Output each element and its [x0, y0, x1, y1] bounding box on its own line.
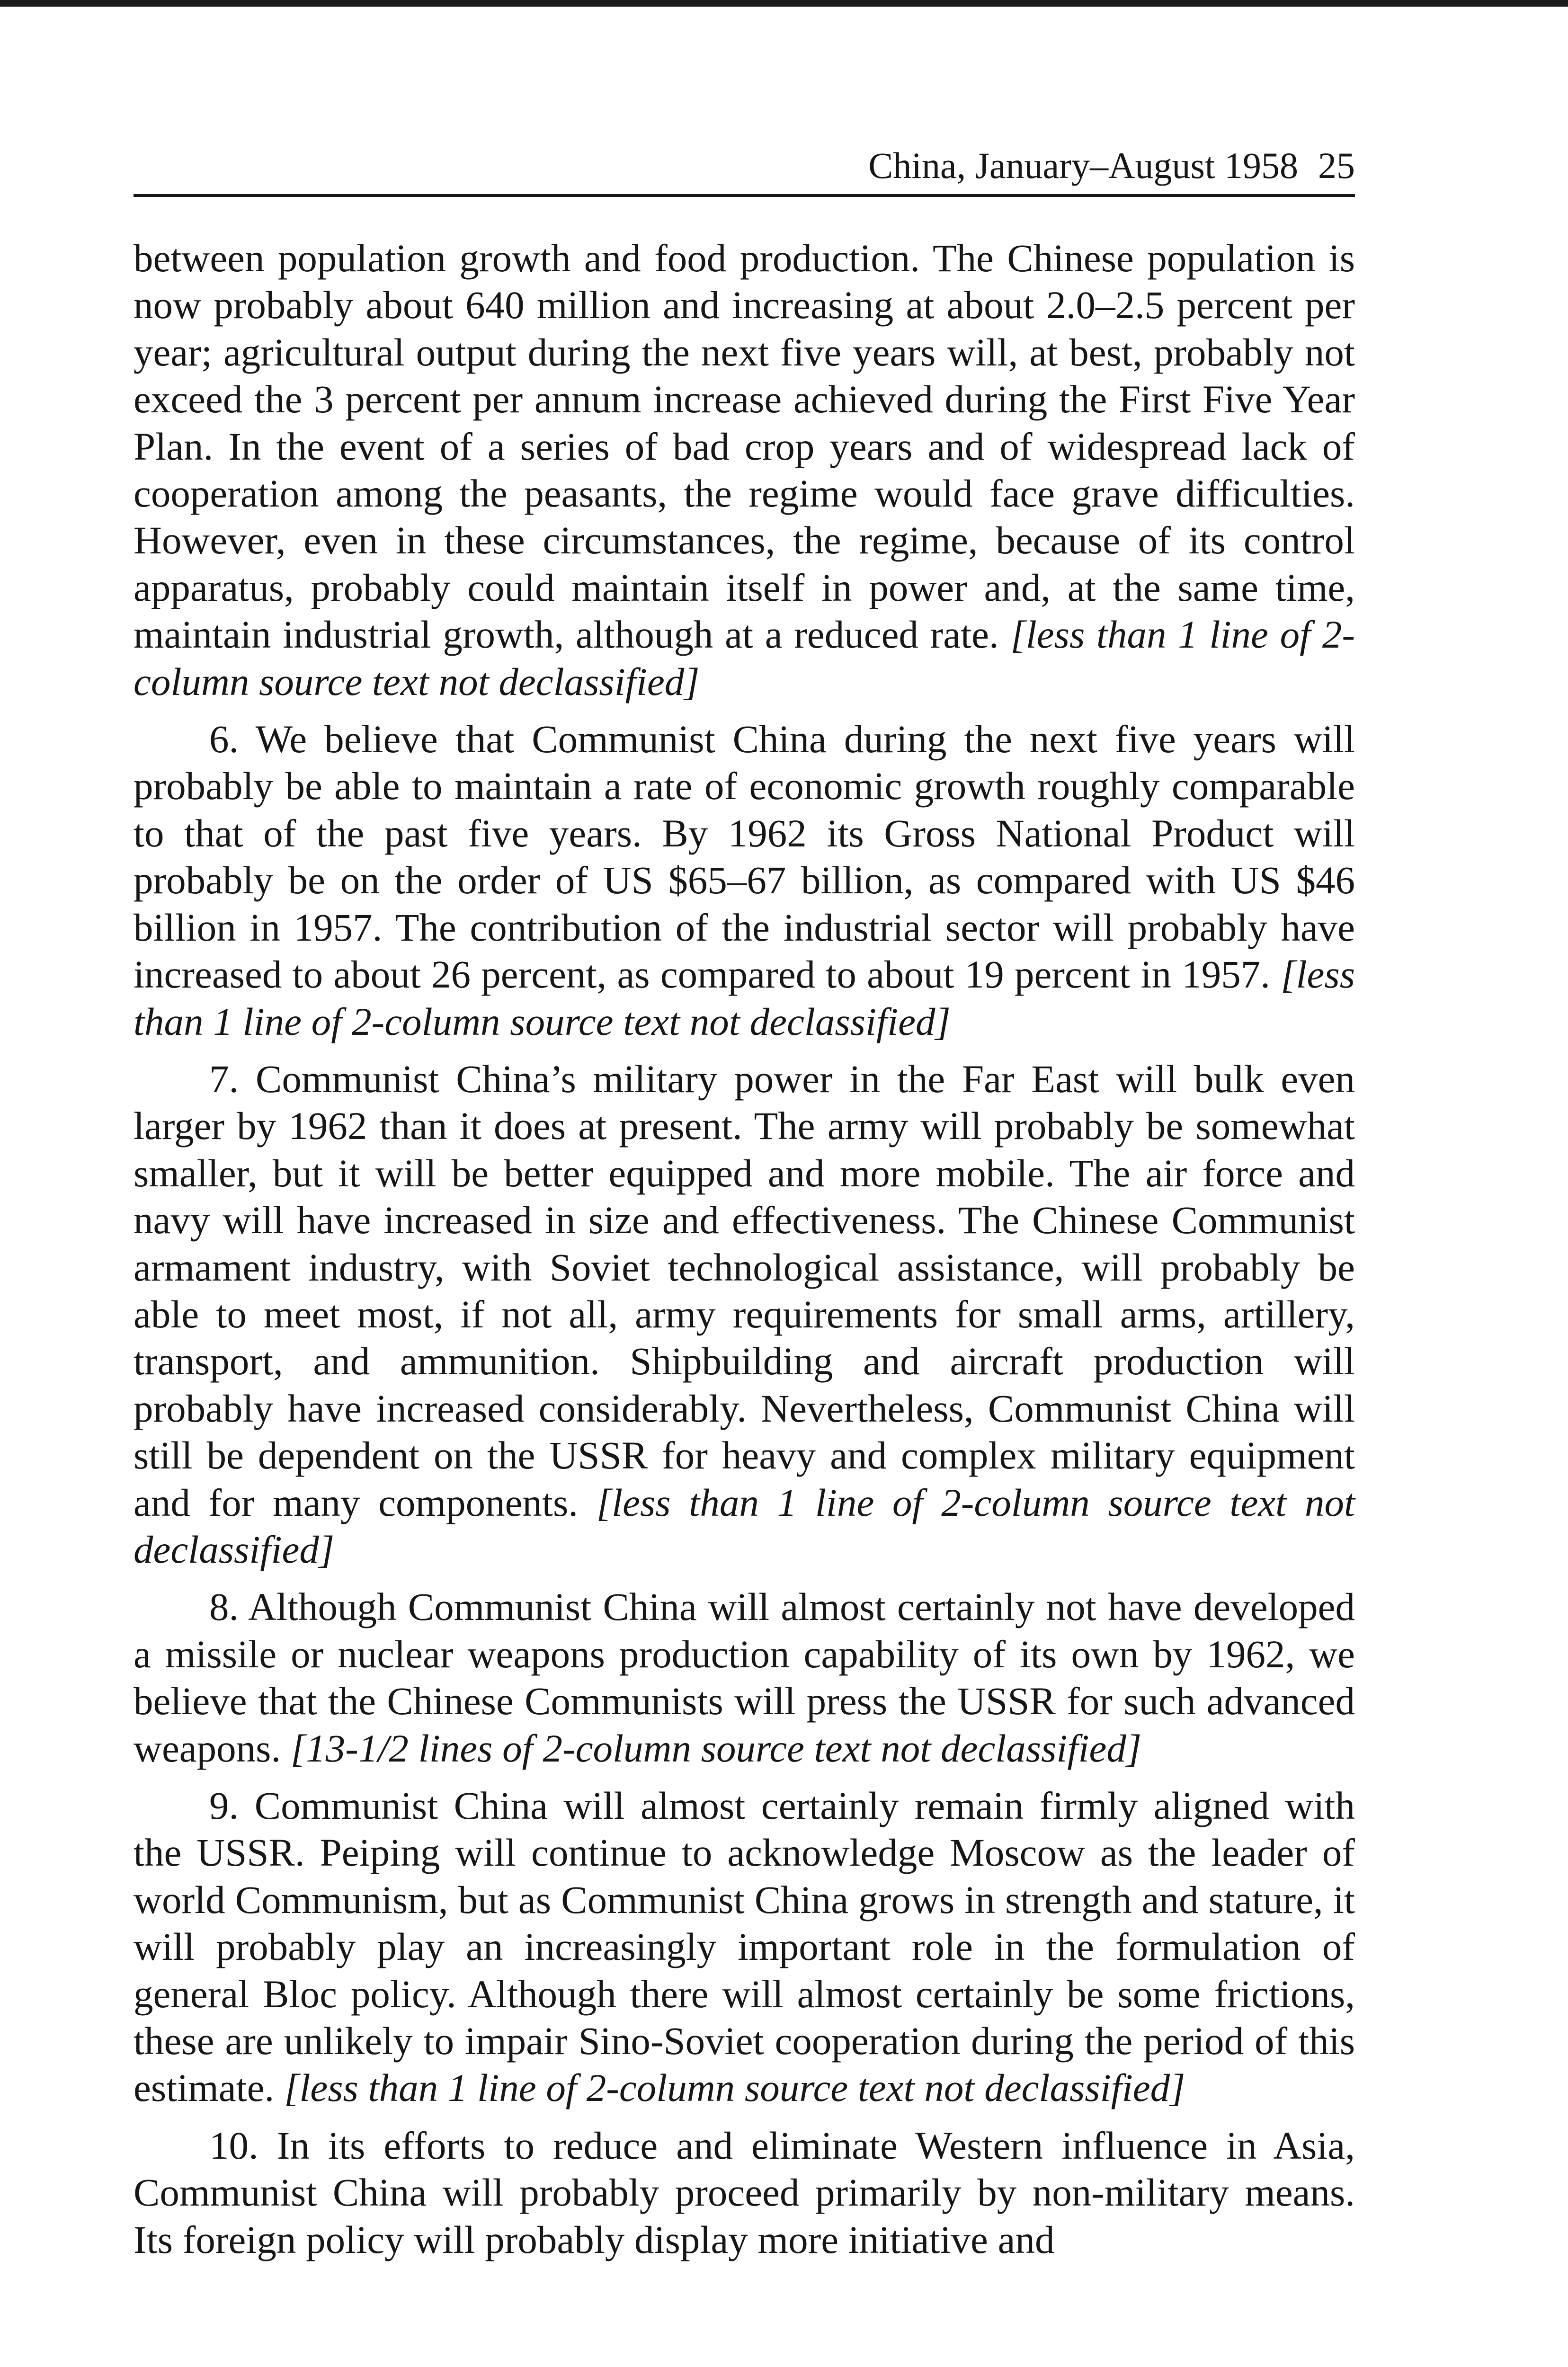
- paragraph-9: [134, 1782, 1355, 2112]
- body-text: [134, 235, 1355, 2274]
- page-number: 25: [1318, 145, 1355, 186]
- declassification-note: [less than 1 line of 2-column source text not declassified]: [284, 2066, 1185, 2110]
- paragraph-text: 9. Communist China will almost certainly remain firmly aligned with the USSR. Peiping will continue to acknowledge Moscow as the leader of world Communism, but as Communist China grows in strength and stature, it will probably play an increasingly important role in the formulation of general Bloc policy. Although there will almost certainly be some frictions, these are unlikely to impair Sino-Soviet cooperation during the period of this estimate.: [134, 1784, 1355, 2110]
- paragraph-7: [134, 1056, 1355, 1573]
- paragraph-continuation: [134, 235, 1355, 705]
- paragraph-text: 10. In its efforts to reduce and eliminate Western influence in Asia, Communist China will probably proceed primarily by non-military means. Its foreign policy will probably display more initiative and: [134, 2123, 1355, 2261]
- declassification-note: [less than 1 line of 2-column source text not declassified]: [134, 952, 1355, 1043]
- running-title: China, January–August 1958: [868, 145, 1298, 186]
- paragraph-text: 6. We believe that Communist China during the next five years will probably be able to maintain a rate of economic growth roughly comparable to that of the past five years. By 1962 its Gross National Product will probably be on the order of US $65–67 billion, as compared with US $46 billion in 1957. The contribution of the industrial sector will probably have increased to about 26 percent, as compared to about 19 percent in 1957.: [134, 717, 1355, 997]
- paragraph-6: [134, 716, 1355, 1045]
- declassification-note: [less than 1 line of 2-column source text not declassified]: [134, 613, 1355, 703]
- paragraph-8: [134, 1584, 1355, 1772]
- declassification-note: [less than 1 line of 2-column source text not declassified]: [134, 1480, 1355, 1571]
- scan-top-edge: [0, 0, 1568, 7]
- paragraph-text: between population growth and food production. The Chinese population is now probably about 640 million and increasing at about 2.0–2.5 percent per year; agricultural output during the next five years will, at best, probably not exceed the 3 percent per annum increase achieved during the First Five Year Plan. In the event of a series of bad crop years and of widespread lack of cooperation among the peasants, the regime would face grave difficulties. However, even in these circumstances, the regime, because of its control apparatus, probably could maintain itself in power and, at the same time, maintain industrial growth, although at a reduced rate.: [134, 236, 1355, 657]
- running-header: [868, 142, 1355, 189]
- paragraph-text: 7. Communist China’s military power in the Far East will bulk even larger by 1962 than it does at present. The army will probably be somewhat smaller, but it will be better equipped and more mobile. The air force and navy will have increased in size and effectiveness. The Chinese Communist armament industry, with Soviet technological assistance, will probably be able to meet most, if not all, army requirements for small arms, artillery, transport, and ammunition. Shipbuilding and aircraft production will probably have increased considerably. Nevertheless, Communist China will still be dependent on the USSR for heavy and complex military equipment and for many components.: [134, 1057, 1355, 1524]
- declassification-note: [13-1/2 lines of 2-column source text not declassified]: [290, 1726, 1142, 1770]
- paragraph-text: 8. Although Communist China will almost certainly not have developed a missile or nuclear weapons production capability of its own by 1962, we believe that the Chinese Communists will press the USSR for such advanced weapons.: [134, 1585, 1355, 1770]
- paragraph-10: [134, 2122, 1355, 2263]
- header-rule: [134, 194, 1355, 197]
